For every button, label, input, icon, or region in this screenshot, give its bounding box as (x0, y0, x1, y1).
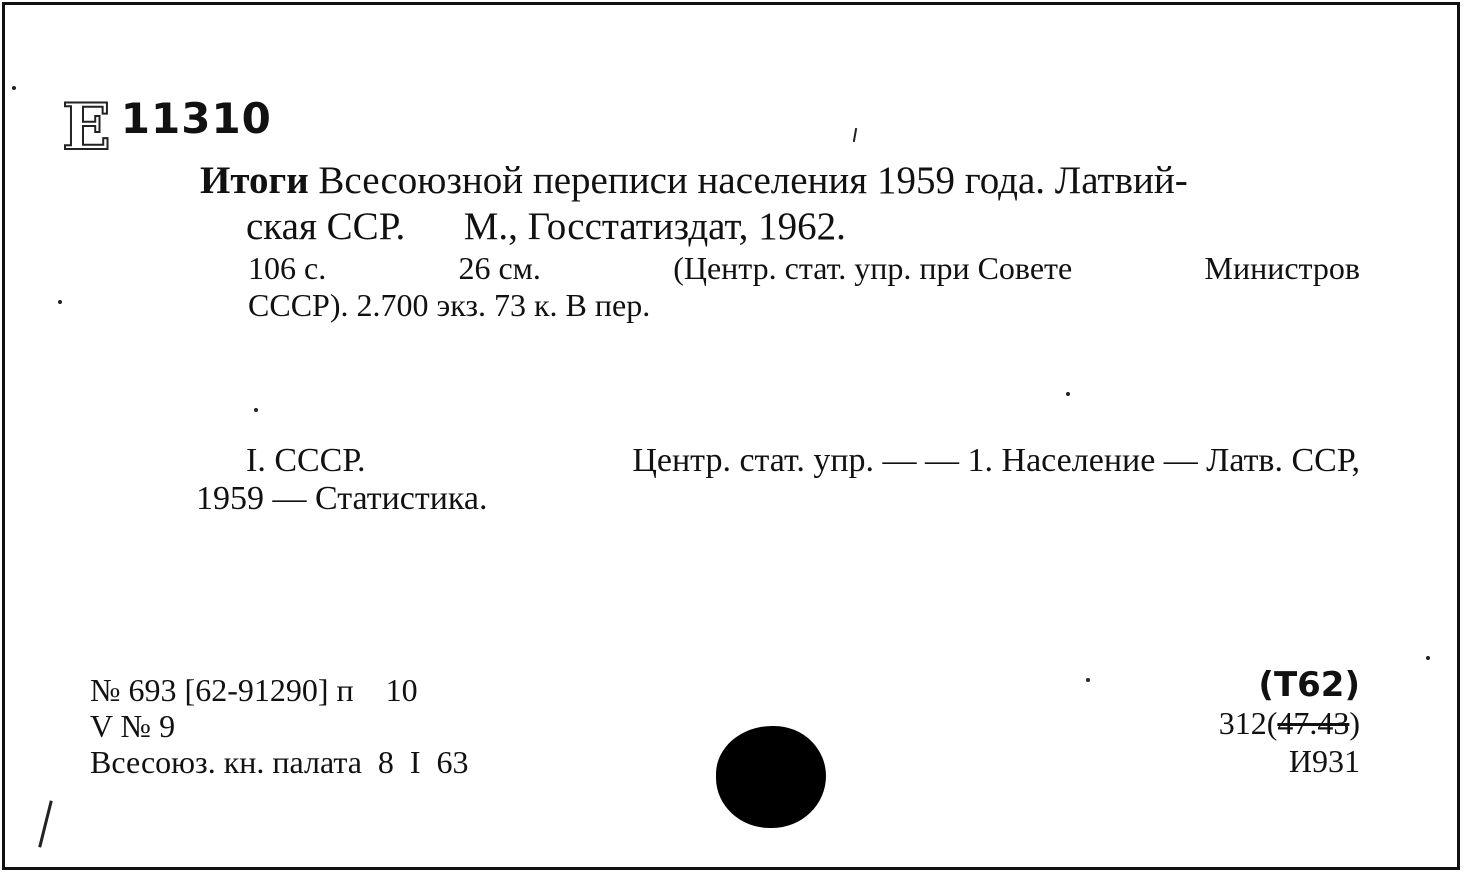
collation-line-2: СССР). 2.700 экз. 73 к. В пер. (248, 287, 651, 323)
subject-line-2: 1959 — Статистика. (196, 480, 488, 517)
speck (254, 408, 258, 412)
code-struck: 47.43 (1277, 705, 1350, 741)
punch-hole (716, 726, 826, 828)
title-line-1-rest: Всесоюзной переписи населения 1959 года. Латвий- (308, 159, 1188, 202)
footer-line-2: V № 9 (90, 708, 176, 744)
title-line-2: ская ССР. М., Госстатиздат, 1962. (246, 205, 846, 248)
shelfmark-number: 11310 (120, 94, 272, 143)
code-suffix: ) (1349, 705, 1360, 741)
title-line-1 (200, 160, 1188, 202)
footer-line-3: Всесоюз. кн. палата 8 I 63 (90, 744, 469, 780)
speck (1426, 656, 1430, 660)
subject-item-a: I. СССР. (246, 442, 366, 479)
collation-series: (Центр. стат. упр. при Совете (673, 250, 1073, 286)
collation-line-1 (248, 250, 1360, 286)
speck (1066, 392, 1070, 396)
subject-line-1 (246, 442, 1360, 480)
speck (1086, 678, 1090, 682)
shelfmark (62, 90, 272, 165)
shelfmark-letter: E (62, 90, 111, 165)
subject-item-b: Центр. стат. упр. — — 1. Население — Латв. ССР, (632, 442, 1360, 479)
code-prefix: 312( (1218, 705, 1278, 741)
handwritten-class: (Т62) (1258, 665, 1360, 705)
collation-series-end: Министров (1204, 250, 1360, 286)
collation-size: 26 см. (458, 250, 541, 286)
author-mark: И931 (1288, 743, 1360, 779)
collation-pages: 106 с. (248, 250, 327, 286)
footer-block (90, 672, 469, 780)
classification-code (1219, 704, 1360, 742)
speck (58, 300, 62, 304)
classification-block (1219, 666, 1360, 780)
speck (12, 86, 16, 90)
title-bold-word: Итоги (200, 159, 309, 202)
footer-line-1: № 693 [62-91290] п 10 (90, 672, 418, 708)
